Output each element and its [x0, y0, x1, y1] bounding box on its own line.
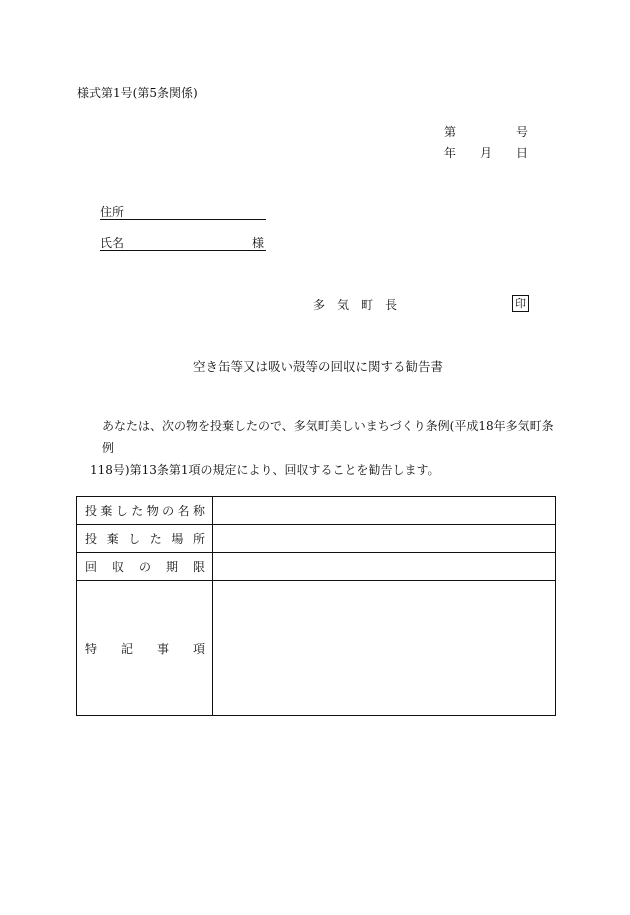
- document-number-dai: 第: [444, 125, 457, 139]
- location-field[interactable]: [213, 525, 556, 553]
- form-number: 様式第1号(第5条関係): [77, 86, 198, 100]
- table-row: [77, 553, 556, 581]
- body-paragraph: [78, 415, 558, 481]
- row-label-deadline: 回収の期限: [77, 553, 213, 581]
- date-year: 年: [444, 146, 457, 160]
- table-row: [77, 581, 556, 716]
- date-month: 月: [480, 146, 493, 160]
- body-line-2: 118号)第13条第1項の規定により、回収することを勧告します。: [90, 463, 440, 477]
- document-number-go: 号: [516, 125, 529, 139]
- item-name-field[interactable]: [213, 497, 556, 525]
- document-title: 空き缶等又は吸い殻等の回収に関する勧告書: [193, 359, 444, 374]
- deadline-field[interactable]: [213, 553, 556, 581]
- row-label-location: 投棄した場所: [77, 525, 213, 553]
- row-label-remarks: 特記事項: [77, 581, 213, 716]
- address-field[interactable]: [100, 203, 266, 220]
- recommendation-table: [76, 496, 556, 716]
- table-row: [77, 497, 556, 525]
- remarks-field[interactable]: [213, 581, 556, 716]
- date-day: 日: [516, 146, 529, 160]
- seal-mark: 印: [512, 295, 529, 312]
- name-label: 氏名: [100, 236, 125, 250]
- body-line-1: あなたは、次の物を投棄したので、多気町美しいまちづくり条例(平成18年多気町条例: [102, 419, 554, 455]
- honorific: 様: [251, 236, 264, 250]
- table-row: [77, 525, 556, 553]
- issuer-title: 多気町長: [313, 298, 410, 312]
- row-label-item-name: 投棄した物の名称: [77, 497, 213, 525]
- name-field[interactable]: [100, 234, 266, 251]
- address-label: 住所: [100, 205, 125, 219]
